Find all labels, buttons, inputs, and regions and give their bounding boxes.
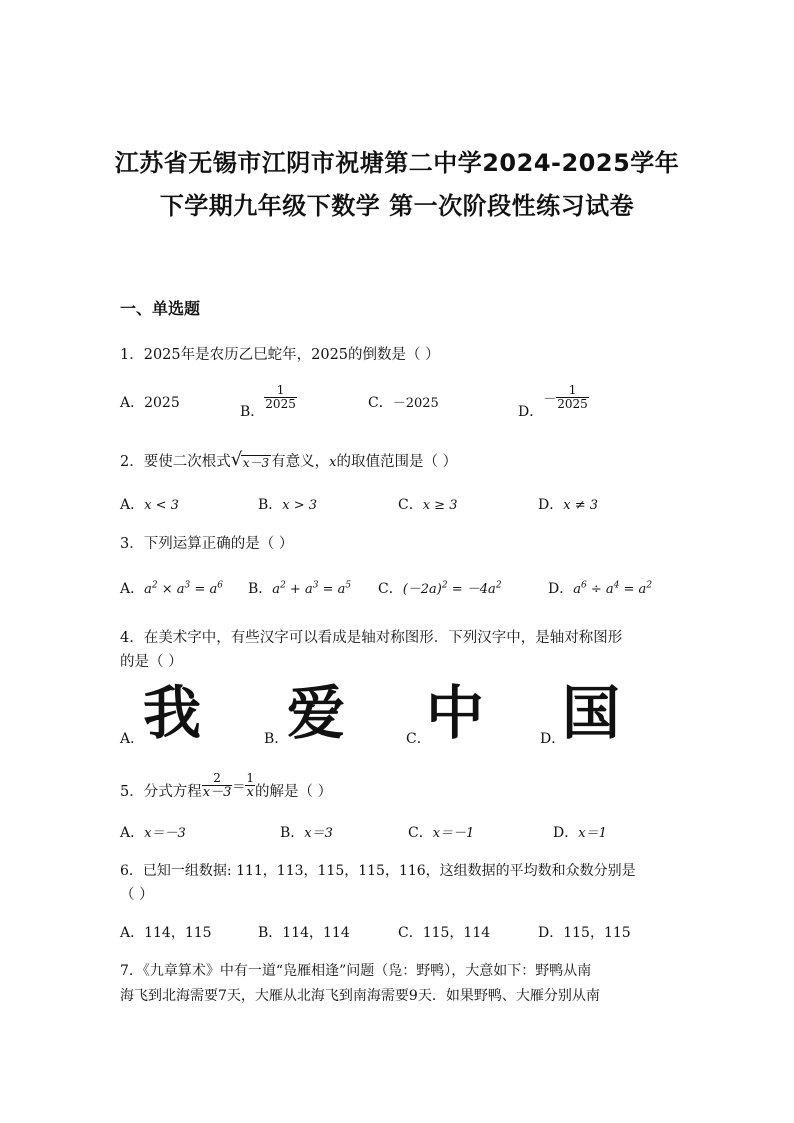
exam-title-line1: 江苏省无锡市江阴市祝塘第二中学2024-2025学年 <box>114 149 680 177</box>
exam-title-line2: 下学期九年级下数学 第一次阶段性练习试卷 <box>159 192 635 220</box>
q4-option-a-character: 我 <box>143 679 202 747</box>
question-6-stem-line2: （ ） <box>120 887 154 903</box>
q3-option-a: A．$a^2 \times a^3 = a^6$ <box>120 580 223 597</box>
q1-option-b-label: B． <box>240 403 265 420</box>
q3-option-c: C．$(-2a)^2 = -4a^2$ <box>378 580 502 597</box>
q5-option-b: B．x＝3 <box>280 825 333 841</box>
q1-option-d-label: D． <box>518 403 544 420</box>
q4-option-c-label: C． <box>406 731 431 747</box>
q3-option-b: B．$a^2 + a^3 = a^5$ <box>248 580 352 597</box>
q4-option-a-label: A． <box>120 731 145 747</box>
q6-option-c: C．115，114 <box>398 925 491 941</box>
question-3-stem: 3．下列运算正确的是（ ） <box>120 536 294 552</box>
q2-option-d: D．x ≠ 3 <box>538 497 598 513</box>
question-4-stem-line2: 的是（ ） <box>120 654 183 670</box>
q1-option-b <box>240 383 297 420</box>
q6-option-d: D．115，115 <box>538 925 631 941</box>
q1-option-c-label: C． <box>368 395 393 411</box>
question-1-stem: 1．2025年是农历乙巳蛇年，2025的倒数是（ ） <box>120 347 440 363</box>
q1-option-d-fraction: $\frac{1}{2025}$ <box>557 383 588 411</box>
q1-option-c-value: －2025 <box>392 396 439 411</box>
q4-option-c-character: 中 <box>426 679 485 747</box>
section-heading: 一、单选题 <box>120 299 201 318</box>
q1-option-b-fraction: $\frac{1}{2025}$ <box>265 383 296 411</box>
q1-option-a: A．2025 <box>120 395 180 411</box>
q2-sqrt-expression: √ x－3 <box>230 448 270 470</box>
q5-option-c: C．x＝－1 <box>408 825 475 841</box>
q5-option-a: A．x＝－3 <box>120 825 186 841</box>
q3-option-d: D．$a^6 \div a^4 = a^2$ <box>548 580 653 597</box>
question-7-stem-line1: 7．《九章算术》中有一道“凫雁相逢”问题（凫：野鸭），大意如下：野鸭从南 <box>120 963 592 979</box>
q2-option-b: B．x > 3 <box>258 497 318 513</box>
q1-option-d <box>518 383 589 420</box>
question-4-stem-line1: 4．在美术字中，有些汉字可以看成是轴对称图形．下列汉字中，是轴对称图形 <box>120 630 623 646</box>
q5-fraction-right: $\frac{1}{x}$ <box>246 771 254 800</box>
q4-option-b-character: 爱 <box>287 679 346 747</box>
question-5-stem: 5．分式方程 $\frac{2}{x-3}$ ＝ $\frac{1}{x}$ 的解是（ ） <box>120 771 333 800</box>
q5-option-d: D．x＝1 <box>553 825 607 841</box>
question-7-stem-line2: 海飞到北海需要7天，大雁从北海飞到南海需要9天．如果野鸭、大雁分别从南 <box>120 988 600 1004</box>
q1-option-c <box>368 392 439 412</box>
q4-option-b-label: B． <box>264 731 289 747</box>
q1-option-d-sign: － <box>543 392 557 407</box>
q4-option-d-character: 国 <box>562 679 621 747</box>
question-2-stem: 2．要使二次根式 √ x－3 有意义，x的取值范围是（ ） <box>120 448 458 470</box>
q5-fraction-left: $\frac{2}{x-3}$ <box>202 771 232 800</box>
q6-option-a: A．114，115 <box>120 925 212 941</box>
q4-option-d-label: D． <box>540 731 566 747</box>
question-6-stem-line1: 6．已知一组数据: 111，113，115，115，116，这组数据的平均数和众数分别是 <box>120 863 636 879</box>
q2-option-a: A．x < 3 <box>120 497 179 513</box>
q6-option-b: B．114，114 <box>258 925 350 941</box>
q2-option-c: C．x ≥ 3 <box>398 497 458 513</box>
